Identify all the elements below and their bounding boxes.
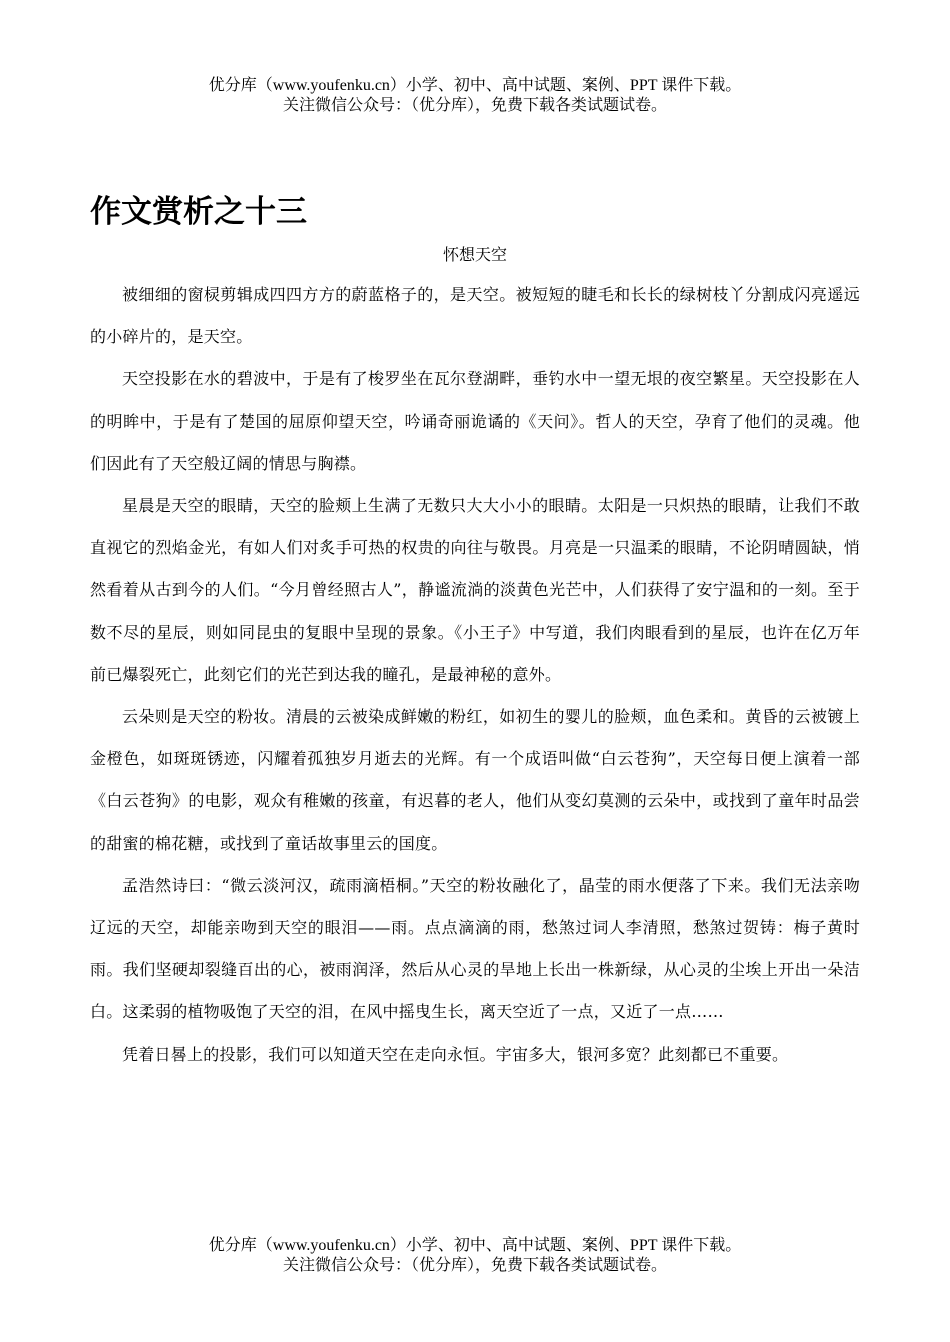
paragraph-2: 天空投影在水的碧波中，于是有了梭罗坐在瓦尔登湖畔，垂钓水中一望无垠的夜空繁星。天空投影在人的明眸中，于是有了楚国的屈原仰望天空，吟诵奇丽诡谲的《天问》。哲人的天空，孕育了他们的灵魂。他们因此有了天空般辽阔的情思与胸襟。 [90, 369, 860, 473]
document-title: 作文赏析之十三 [90, 194, 307, 230]
page-footer [0, 1236, 950, 1276]
paragraph-3: 星晨是天空的眼睛，天空的脸颊上生满了无数只大大小小的眼睛。太阳是一只炽热的眼睛，让我们不敢直视它的烈焰金光，有如人们对炙手可热的权贵的向往与敬畏。月亮是一只温柔的眼睛，不论阴晴圆缺，悄然看着从古到今的人们。“今月曾经照古人”，静谧流淌的淡黄色光芒中，人们获得了安宁温和的一刻。至于数不尽的星辰，则如同昆虫的复眼中呈现的景象。《小王子》中写道，我们肉眼看到的星辰，也许在亿万年前已爆裂死亡，此刻它们的光芒到达我的瞳孔，是最神秘的意外。 [90, 496, 860, 684]
essay-body [90, 274, 860, 1076]
paragraph-6: 凭着日晷上的投影，我们可以知道天空在走向永恒。宇宙多大，银河多宽？此刻都已不重要。 [122, 1044, 789, 1064]
footer-line-2: 关注微信公众号：（优分库），免费下载各类试题试卷。 [282, 1257, 667, 1274]
page-header [0, 76, 950, 116]
paragraph-4: 云朵则是天空的粉妆。清晨的云被染成鲜嫩的粉红，如初生的婴儿的脸颊，血色柔和。黄昏的云被镀上金橙色，如斑斑锈迹，闪耀着孤独岁月逝去的光辉。有一个成语叫做“白云苍狗”，天空每日便上演着一部《白云苍狗》的电影，观众有稚嫩的孩童，有迟暮的老人，他们从变幻莫测的云朵中，或找到了童年时品尝的甜蜜的棉花糖，或找到了童话故事里云的国度。 [90, 707, 860, 853]
header-line-2: 关注微信公众号：（优分库），免费下载各类试题试卷。 [282, 97, 667, 114]
paragraph-5: 孟浩然诗曰：“微云淡河汉，疏雨滴梧桐。”天空的粉妆融化了，晶莹的雨水便落了下来。我们无法亲吻辽远的天空，却能亲吻到天空的眼泪——雨。点点滴滴的雨，愁煞过词人李清照，愁煞过贺铸：梅子黄时雨。我们坚硬却裂缝百出的心，被雨润泽，然后从心灵的旱地上长出一株新绿，从心灵的尘埃上开出一朵洁白。这柔弱的植物吸饱了天空的泪，在风中摇曳生长，离天空近了一点，又近了一点…… [90, 875, 860, 1022]
essay-title: 怀想天空 [442, 245, 507, 264]
paragraph-1: 被细细的窗棂剪辑成四四方方的蔚蓝格子的，是天空。被短短的睫毛和长长的绿树枝丫分割成闪亮遥远的小碎片的，是天空。 [90, 285, 860, 347]
header-line-1: 优分库（www.youfenku.cn）小学、初中、高中试题、案例、PPT 课件下载。 [208, 77, 742, 94]
footer-line-1: 优分库（www.youfenku.cn）小学、初中、高中试题、案例、PPT 课件下载。 [208, 1237, 742, 1254]
